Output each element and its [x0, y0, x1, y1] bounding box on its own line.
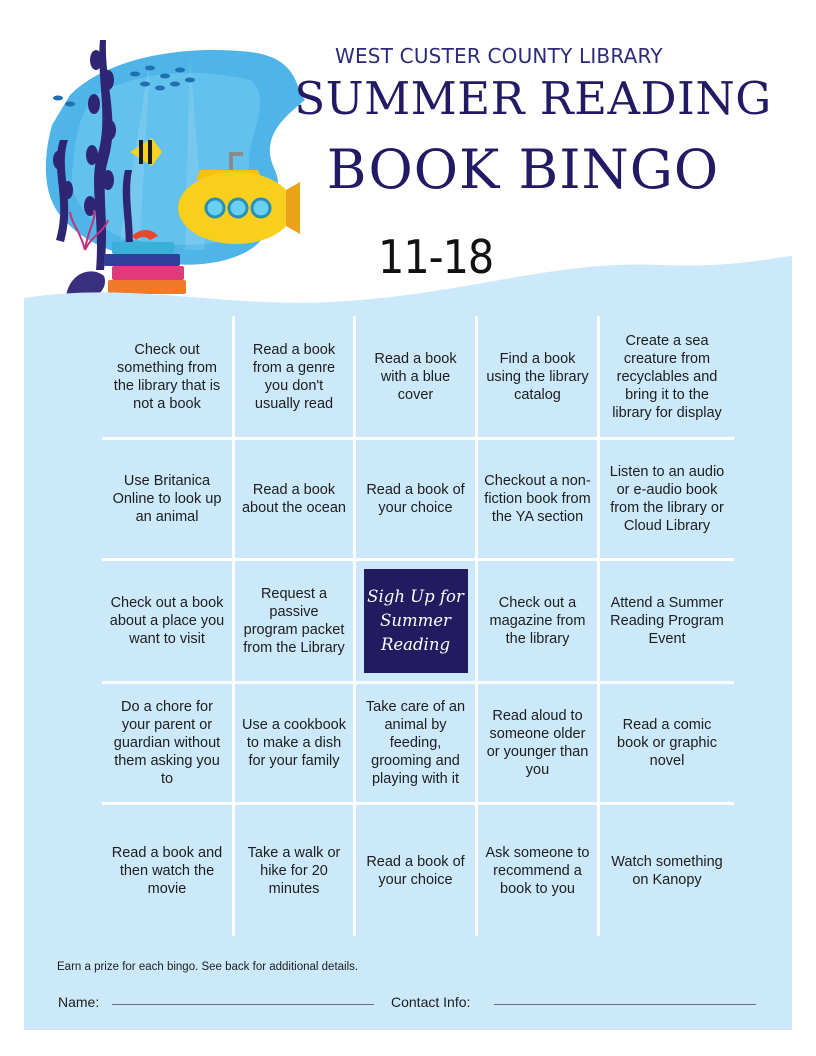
bingo-cell: Use Britanica Online to look up an animal [112, 473, 222, 525]
bingo-cell: Read a comic book or graphic novel [617, 717, 717, 769]
bingo-cell: Do a chore for your parent or guardian without them asking you to [113, 699, 221, 787]
bingo-cell: Read a book from a genre you don't usually read [252, 341, 336, 412]
prize-note: Earn a prize for each bingo. See back for additional details. [57, 961, 359, 973]
bingo-cell: Read a book with a blue cover [374, 350, 457, 403]
bingo-cell: Read aloud to someone older or younger than you [486, 708, 589, 778]
free-square-cell [356, 561, 475, 681]
bingo-cell: Read a book and then watch the movie [111, 844, 223, 897]
name-field[interactable] [112, 1004, 374, 1005]
bingo-cell: Ask someone to recommend a book to you [485, 844, 590, 897]
contact-info-field[interactable] [494, 1004, 756, 1005]
bingo-cell: Take care of an animal by feeding, grooming and playing with it [365, 699, 466, 787]
bingo-cell: Watch something on Kanopy [611, 853, 723, 888]
free-square: Sigh Up for Summer Reading [364, 569, 468, 673]
bingo-cell: Read a book of your choice [366, 482, 465, 516]
bingo-cell: Check out something from the library that is not a book [113, 341, 221, 412]
bingo-cell: Take a walk or hike for 20 minutes [247, 844, 341, 897]
bingo-cell: Listen to an audio or e-audio book from the library or Cloud Library [609, 464, 725, 534]
bingo-cell: Request a passive program packet from the Library [243, 586, 345, 656]
bingo-cell: Check out a magazine from the library [489, 595, 586, 647]
bingo-cell: Check out a book about a place you want to visit [109, 595, 225, 647]
age-range: 11-18 [378, 230, 494, 284]
name-label: Name: [58, 994, 100, 1010]
bingo-cell: Find a book using the library catalog [486, 350, 589, 403]
bingo-cell: Create a sea creature from recyclables and bring it to the library for display [612, 332, 722, 421]
bingo-cell: Use a cookbook to make a dish for your family [242, 717, 346, 769]
page-subtitle: BOOK BINGO [326, 138, 720, 201]
bingo-cell: Checkout a non-fiction book from the YA section [484, 473, 591, 525]
bingo-cell: Read a book of your choice [366, 853, 465, 888]
library-name: WEST CUSTER COUNTY LIBRARY [335, 44, 663, 68]
bingo-cell: Read a book about the ocean [241, 482, 346, 516]
page-title: SUMMER READING [294, 72, 772, 125]
contact-info-label: Contact Info: [391, 994, 471, 1010]
book-stack-icon [104, 242, 186, 294]
bingo-grid [102, 316, 734, 936]
bingo-cell: Attend a Summer Reading Program Event [610, 595, 724, 647]
